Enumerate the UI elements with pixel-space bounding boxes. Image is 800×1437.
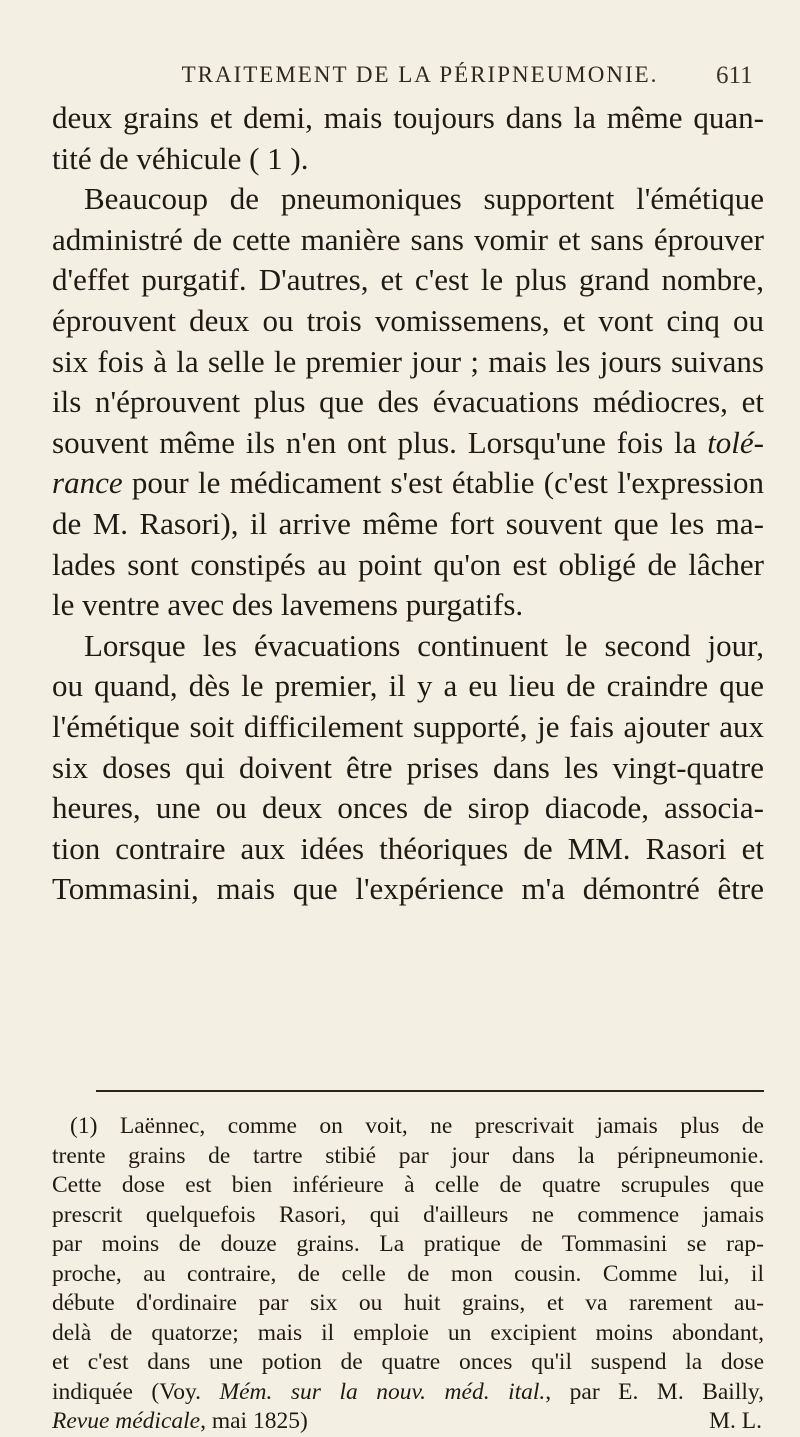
text-segment: , par E. M. Bailly,: [545, 1378, 764, 1405]
citation-title: Mém. sur la nouv. méd. ital.: [219, 1378, 546, 1405]
footnote-line: par moins de douze grains. La pratique de Tommasini se rap-: [52, 1231, 764, 1257]
text-line: l'émétique soit difficilement supporté, je fais ajouter aux: [52, 708, 764, 744]
paragraph-3: [52, 626, 764, 910]
text-line: heures, une ou deux onces de sirop diacode, associa-: [52, 790, 764, 826]
italic-word: tolé-: [707, 424, 764, 460]
footnote-line: et c'est dans une potion de quatre onces qu'il suspend la dose: [52, 1349, 764, 1375]
text-line: de M. Rasori), il arrive même fort souvent que les ma-: [52, 505, 764, 541]
text-line: administré de cette manière sans vomir et sans éprouver: [52, 221, 764, 257]
author-signature: M. L.: [709, 1408, 762, 1434]
text-line: Tommasini, mais que l'expérience m'a démontré être: [52, 871, 764, 907]
footnote-line: [52, 1378, 764, 1408]
footnote-line: delà de quatorze; mais il emploie un excipient moins abondant,: [52, 1319, 764, 1346]
footnote-line: proche, au contraire, de celle de mon cousin. Comme lui, il: [52, 1260, 764, 1287]
paragraph-2: [52, 179, 764, 626]
main-text: [52, 98, 764, 910]
footnote-divider: [96, 1090, 764, 1092]
text-line: [52, 463, 764, 504]
text-line: ils n'éprouvent plus que des évacuations médiocres, et: [52, 384, 764, 420]
footnote: [52, 1112, 764, 1437]
text-line: le ventre avec des lavemens purgatifs.: [52, 587, 524, 623]
footnote-line: débute d'ordinaire par six ou huit grains, et va rarement au-: [52, 1290, 764, 1316]
text-line: ou quand, dès le premier, il y a eu lieu de craindre que: [52, 668, 764, 704]
footnote-line: (1) Laënnec, comme on voit, ne prescrivait jamais plus de: [70, 1113, 764, 1139]
footnote-line: prescrit quelquefois Rasori, qui d'ailleurs ne commence jamais: [52, 1201, 764, 1228]
text-line: Beaucoup de pneumoniques supportent l'émétique: [84, 181, 764, 217]
text-segment: pour le médicament s'est établie (c'est l'expression: [122, 465, 764, 501]
text-line: tion contraire aux idées théoriques de MM. Rasori et: [52, 830, 764, 866]
text-line: deux grains et demi, mais toujours dans la même quan-: [52, 100, 764, 135]
journal-title: Revue médicale: [52, 1408, 201, 1434]
text-line: éprouvent deux ou trois vomissemens, et vont cinq ou: [52, 302, 764, 338]
page-number: 611: [716, 62, 753, 89]
italic-word: rance: [52, 465, 123, 501]
text-line: six doses qui doivent être prises dans les vingt-quatre: [52, 749, 764, 785]
footnote-line: Cette dose est bien inférieure à celle de quatre scrupules que: [52, 1172, 764, 1198]
text-line: six fois à la selle le premier jour ; mais les jours suivans: [52, 343, 764, 379]
text-segment: souvent même ils n'en ont plus. Lorsqu'une fois la: [52, 424, 708, 460]
text-line: [52, 423, 764, 464]
text-line: d'effet purgatif. D'autres, et c'est le plus grand nombre,: [52, 262, 764, 298]
text-segment: indiquée (Voy.: [52, 1378, 220, 1405]
text-line: lades sont constipés au point qu'on est obligé de lâcher: [52, 546, 764, 582]
paragraph-1: [52, 98, 764, 179]
text-segment: , mai 1825): [200, 1408, 308, 1434]
footnote-line: [52, 1407, 764, 1437]
footnote-line: trente grains de tartre stibié par jour dans la péripneumonie.: [52, 1142, 764, 1169]
text-line: tité de véhicule ( 1 ).: [52, 140, 309, 176]
running-title: TRAITEMENT DE LA PÉRIPNEUMONIE.: [181, 62, 659, 87]
running-header: [0, 62, 800, 92]
text-line: Lorsque les évacuations continuent le second jour,: [84, 627, 764, 663]
